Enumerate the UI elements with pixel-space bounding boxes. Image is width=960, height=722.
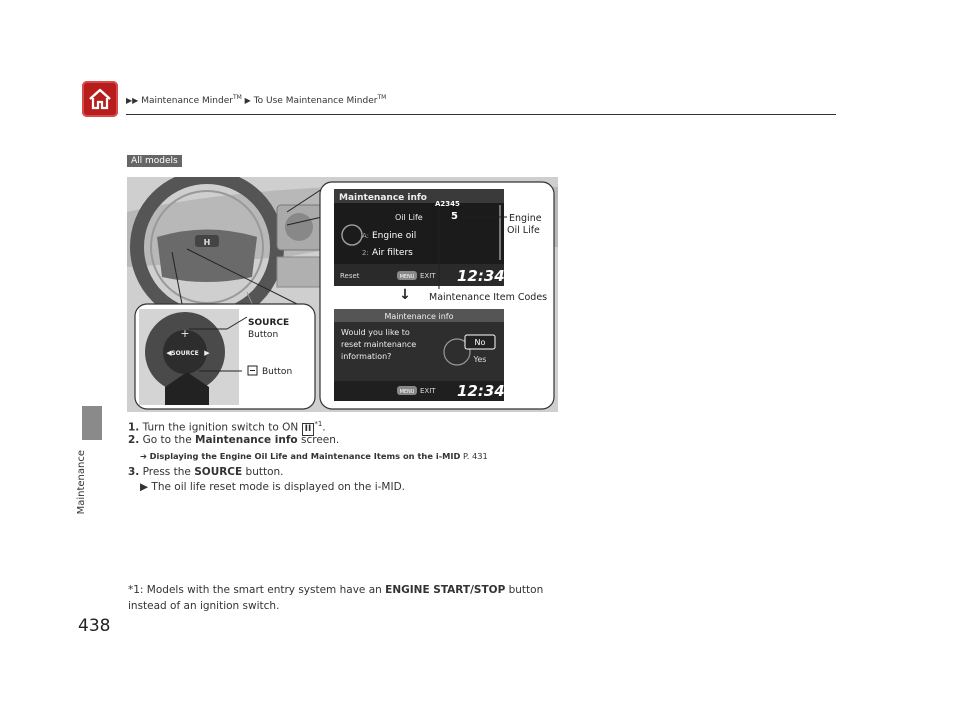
header-divider [126,114,836,115]
arrow-down-icon: ↓ [399,287,411,303]
screen1-code-num: 5 [451,211,458,222]
home-button[interactable] [82,81,118,117]
footnote: *1: Models with the smart entry system have an ENGINE START/STOP button instead of an ignition switch. [128,584,544,612]
screen1-clock: 12:34 [457,267,505,285]
screen2-question-1: Would you like to [341,328,410,337]
breadcrumb-arrow-icon: ▶ [244,96,251,105]
screen2-question-2: reset maintenance [341,340,417,349]
callout-source-button-1: SOURCE [248,318,290,328]
screen1-item1-prefix: A: [362,232,370,240]
screen1-item1: Engine oil [372,231,417,241]
screen2-yes: Yes [473,355,487,364]
section-label: Maintenance [76,450,87,515]
breadcrumb [126,94,386,106]
callout-source-button-2: Button [248,330,279,340]
left-arrow-icon: ◀ [166,349,172,357]
screen2-title: Maintenance info [384,312,454,321]
section-tab[interactable] [82,406,102,440]
screen2-clock: 12:34 [457,382,505,400]
screen1-exit: EXIT [420,272,436,280]
step-3-result: ▶ The oil life reset mode is displayed on the i-MID. [140,481,406,493]
screen1-oil-life-label: Oil Life [395,213,423,222]
tm-mark: TM [232,94,242,101]
screen2-no: No [474,338,486,347]
result-arrow-icon: ▶ [140,481,149,493]
right-arrow-icon: ▶ [204,349,210,357]
screen1-reset: Reset [340,272,360,280]
callout-engine-oil-life-2: Oil Life [507,225,540,236]
all-models-badge: All models [127,155,182,167]
plus-icon: + [180,327,190,340]
screen2-exit: EXIT [420,387,436,395]
svg-text:H: H [203,238,211,247]
step-2: 2. Go to the Maintenance info screen. [128,434,340,446]
step-2-link[interactable]: ➔ Displaying the Engine Oil Life and Maintenance Items on the i-MID P. 431 [140,451,488,461]
step-1: 1. Turn the ignition switch to ON II $^{*1}$. [128,420,326,434]
screen1-item2-prefix: 2: [362,249,369,257]
source-knob-label: SOURCE [171,350,199,357]
ignition-key-icon: II [302,423,315,436]
callout-minus-button: Button [262,367,293,377]
breadcrumb-arrow-icon: ▶▶ [126,96,139,105]
screen2-menu: MENU [399,389,415,395]
page-number: 438 [78,616,111,636]
screen1-menu: MENU [399,274,415,280]
link-arrow-icon: ➔ [140,451,147,461]
home-icon [86,85,114,113]
callout-engine-oil-life-1: Engine [509,213,542,224]
screen2-question-3: information? [341,352,392,361]
dashboard-illustration [127,177,558,412]
screen1-title: Maintenance info [339,193,427,203]
tm-mark: TM [377,94,387,101]
breadcrumb-item-2[interactable]: To Use Maintenance Minder [253,96,378,106]
step-3: 3. Press the SOURCE button. [128,466,284,478]
breadcrumb-item-1[interactable]: Maintenance Minder [141,96,233,106]
callout-maintenance-item-codes: Maintenance Item Codes [429,292,548,303]
screen1-item2: Air filters [372,248,413,258]
screen1-code-top: A2345 [435,200,460,208]
